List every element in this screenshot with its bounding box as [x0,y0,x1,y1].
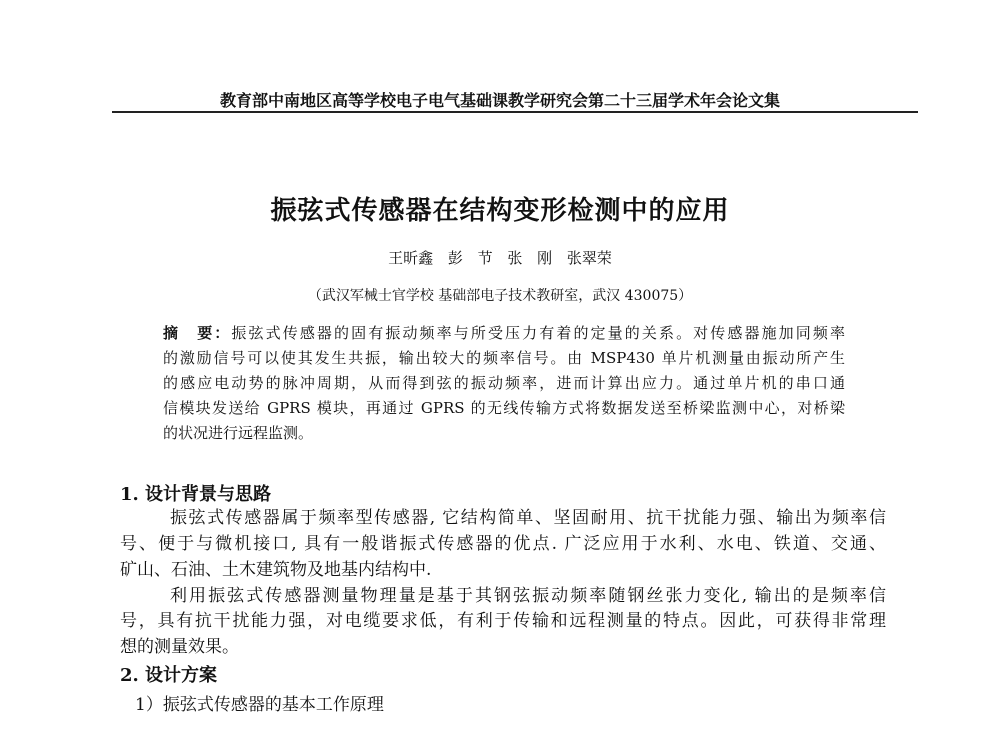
body-line: 号，具有抗干扰能力强，对电缆要求低，有利于传输和远程测量的特点。因此，可获得非常理 [120,611,886,631]
subsection-item: 1）振弦式传感器的基本工作原理 [135,695,384,715]
affiliation: （武汉军械士官学校 基础部电子技术教研室，武汉 430075） [307,288,693,304]
abstract-line: 摘 要：振弦式传感器的固有振动频率与所受压力有着的定量的关系。对传感器施加同频率 [163,324,845,342]
body-line: 矿山、石油、土木建筑物及地基内结构中. [120,560,432,580]
paper-title: 振弦式传感器在结构变形检测中的应用 [270,196,730,226]
section-heading: 2. 设计方案 [120,665,218,686]
running-header: 教育部中南地区高等学校电子电气基础课教学研究会第二十三届学术年会论文集 [219,91,780,110]
header-rule [112,111,918,113]
abstract-line: 信模块发送给 GPRS 模块，再通过 GPRS 的无线传输方式将数据发送至桥梁监测中心，对桥梁 [163,399,845,417]
abstract-line: 的激励信号可以使其发生共振，输出较大的频率信号。由 MSP430 单片机测量由振动所产生 [163,349,845,367]
abstract-label: 摘 要： [163,324,232,342]
body-line: 想的测量效果。 [120,637,239,657]
authors: 王昕鑫 彭 节 张 刚 张翠荣 [388,249,612,267]
abstract-line: 的状况进行远程监测。 [163,424,314,442]
body-line: 号、便于与微机接口, 具有一般谐振式传感器的优点. 广泛应用于水利、水电、铁道、交通、 [120,534,886,554]
section-heading: 1. 设计背景与思路 [120,484,272,505]
body-line: 振弦式传感器属于频率型传感器, 它结构简单、坚固耐用、抗干扰能力强、输出为频率信 [170,508,886,528]
abstract-line: 的感应电动势的脉冲周期，从而得到弦的振动频率，进而计算出应力。通过单片机的串口通 [163,374,845,392]
body-line: 利用振弦式传感器测量物理量是基于其钢弦振动频率随钢丝张力变化, 输出的是频率信 [170,586,886,606]
